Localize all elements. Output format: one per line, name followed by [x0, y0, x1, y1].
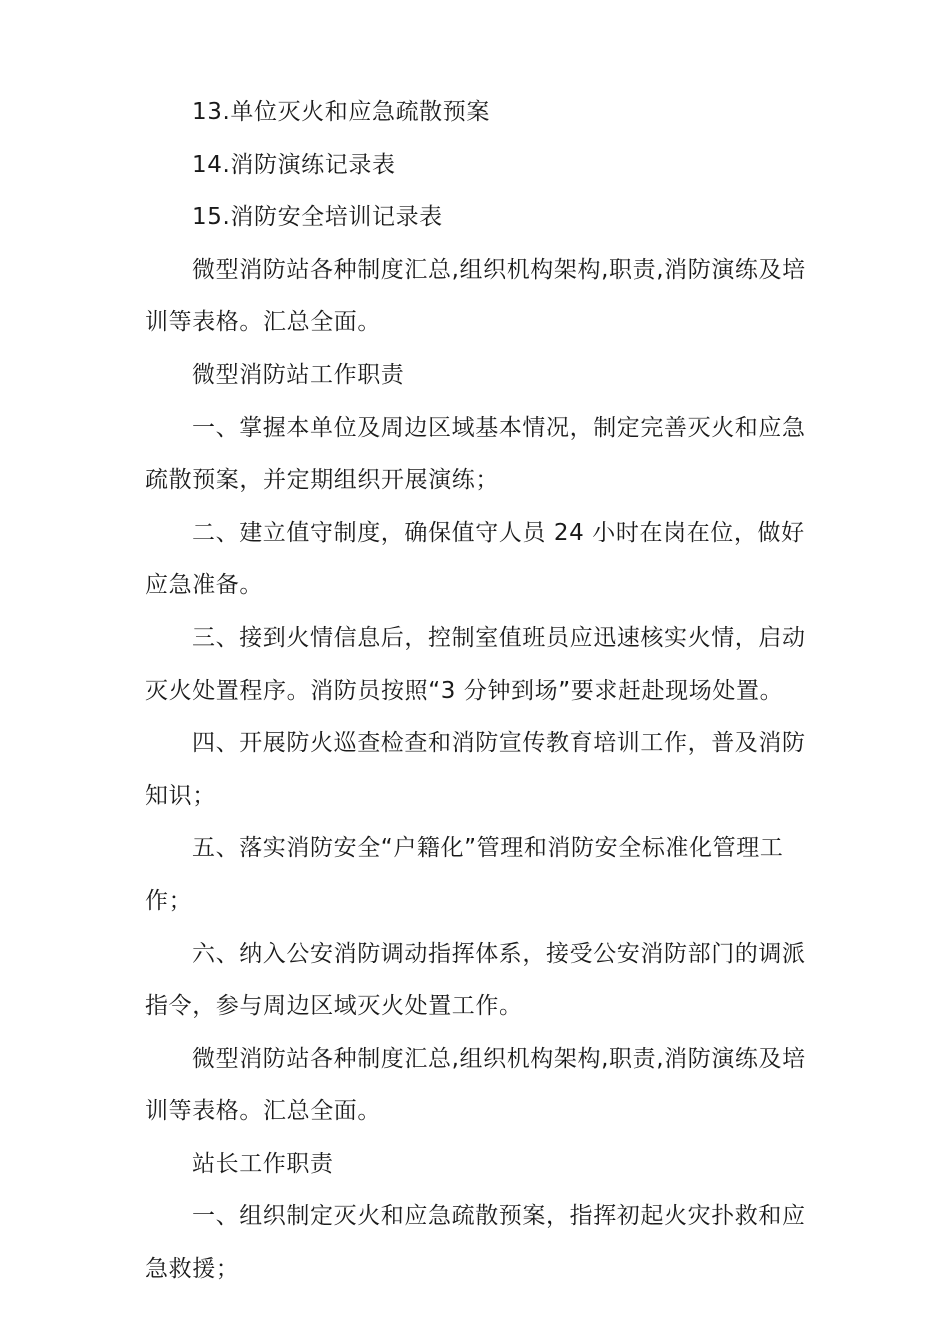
duty-item-6: 六、纳入公安消防调动指挥体系，接受公安消防部门的调派指令，参与周边区域灭火处置工作。 [145, 940, 806, 1020]
duty-item-5: 五、落实消防安全“户籍化”管理和消防安全标准化管理工作； [145, 835, 784, 914]
duty-item-4: 四、开展防火巡查检查和消防宣传教育培训工作，普及消防知识； [145, 730, 806, 809]
summary-paragraph: 微型消防站各种制度汇总,组织机构架构,职责,消防演练及培训等表格。汇总全面。 [145, 256, 806, 336]
duty-item-1: 一、掌握本单位及周边区域基本情况，制定完善灭火和应急疏散预案，并定期组织开展演练； [145, 414, 806, 494]
duty-item-3: 三、接到火情信息后，控制室值班员应迅速核实火情，启动灭火处置程序。消防员按照“3 分钟到场”要求赶赴现场处置。 [145, 624, 806, 704]
duty-item-2: 二、建立值守制度，确保值守人员 24 小时在岗在位，做好应急准备。 [145, 519, 805, 599]
list-item-15: 15.消防安全培训记录表 [192, 204, 443, 231]
list-item-14: 14.消防演练记录表 [192, 151, 396, 178]
section-heading-station-duties: 微型消防站工作职责 [192, 361, 405, 388]
summary-paragraph-repeat: 微型消防站各种制度汇总,组织机构架构,职责,消防演练及培训等表格。汇总全面。 [145, 1045, 806, 1125]
document-body [145, 86, 820, 1296]
section-heading-chief-duties: 站长工作职责 [192, 1150, 334, 1177]
chief-duty-item-1: 一、组织制定灭火和应急疏散预案，指挥初起火灾扑救和应急救援； [145, 1203, 806, 1283]
list-item-13: 13.单位灭火和应急疏散预案 [192, 99, 490, 125]
